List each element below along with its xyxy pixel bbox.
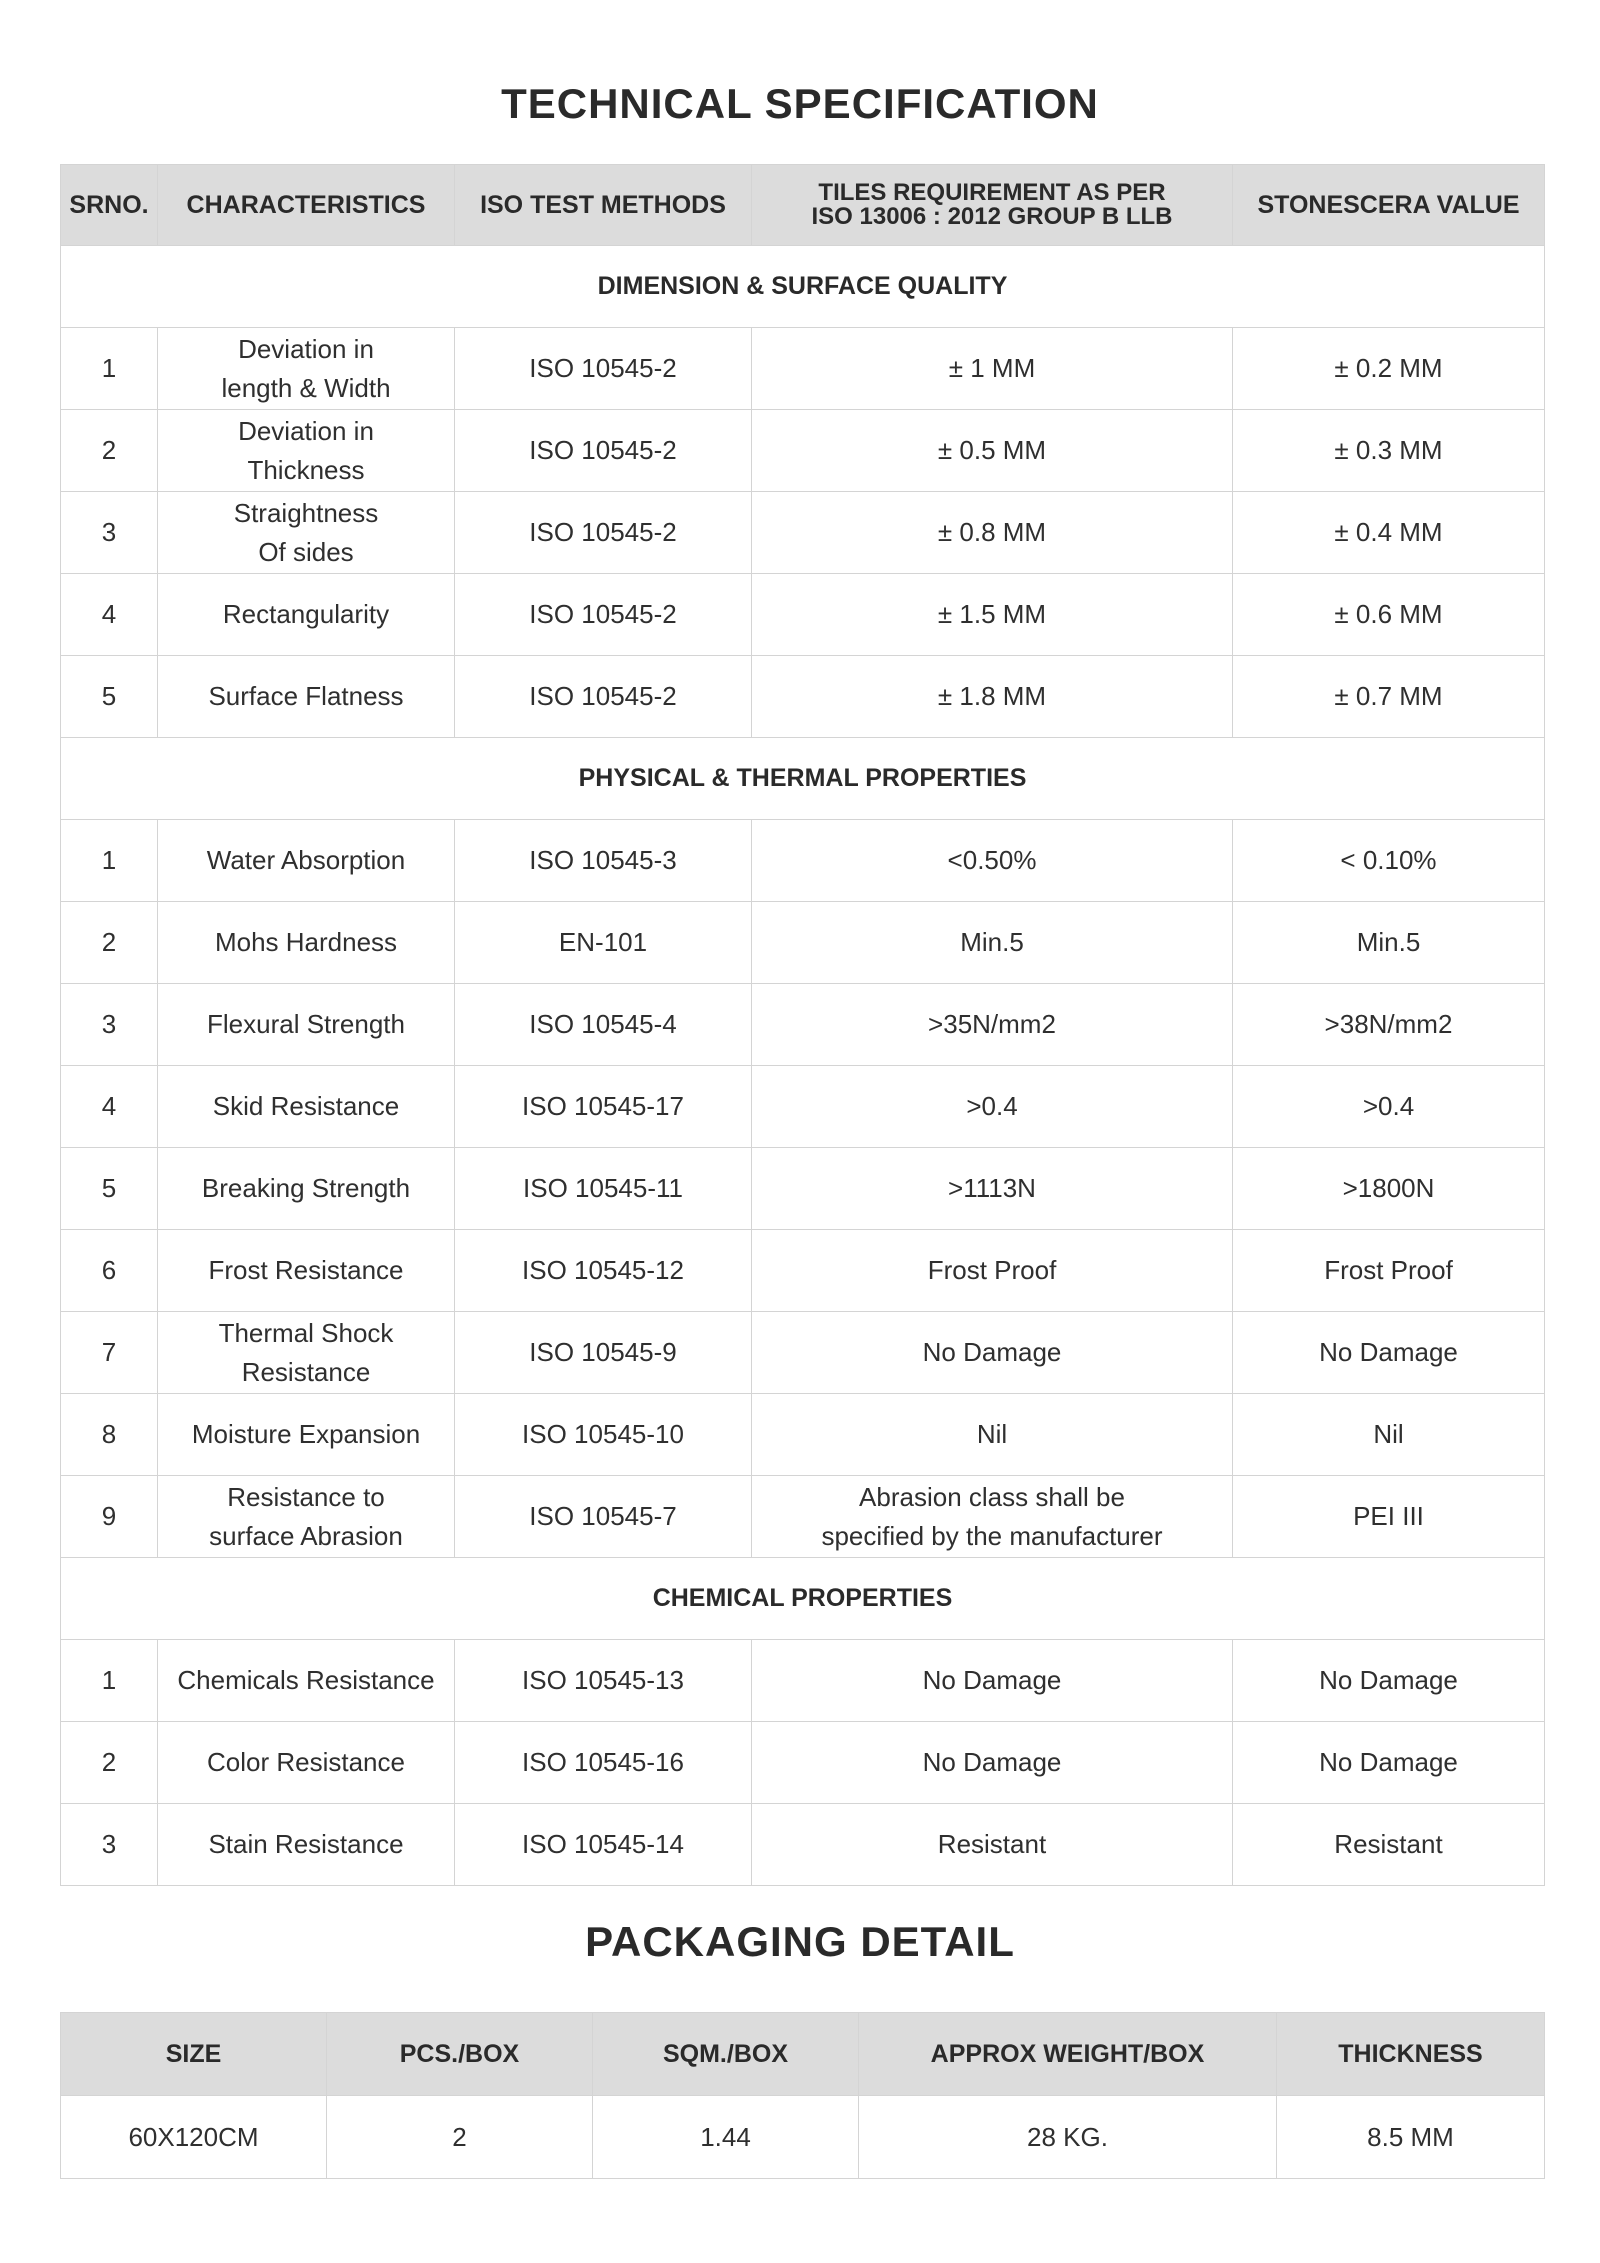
cell-characteristic xyxy=(158,1148,455,1230)
packaging-weight: 28 KG. xyxy=(859,2096,1277,2179)
table-row xyxy=(61,1312,1545,1394)
header-requirement-line1: TILES REQUIREMENT AS PER xyxy=(818,179,1166,206)
cell-requirement xyxy=(752,1066,1233,1148)
requirement-line: Frost Proof xyxy=(927,1255,1057,1285)
cell-value: ± 0.7 MM xyxy=(1233,656,1545,738)
characteristic-line: Deviation in xyxy=(238,333,374,364)
characteristic-line: Surface Flatness xyxy=(208,681,404,711)
header-methods: ISO TEST METHODS xyxy=(455,165,752,246)
cell-characteristic xyxy=(158,1640,455,1722)
cell-value: ± 0.2 MM xyxy=(1233,328,1545,410)
cell-srno: 7 xyxy=(61,1312,158,1394)
characteristic-line: Thickness xyxy=(247,454,365,485)
cell-method: ISO 10545-10 xyxy=(455,1394,752,1476)
characteristic-line: Breaking Strength xyxy=(201,1173,411,1203)
cell-srno: 8 xyxy=(61,1394,158,1476)
cell-requirement xyxy=(752,328,1233,410)
spec-body xyxy=(61,246,1545,1886)
characteristic-line: Chemicals Resistance xyxy=(177,1665,435,1695)
table-row xyxy=(61,1394,1545,1476)
cell-srno: 2 xyxy=(61,902,158,984)
packaging-header-pcs: PCS./BOX xyxy=(327,2013,593,2096)
cell-value: No Damage xyxy=(1233,1722,1545,1804)
table-row xyxy=(61,1722,1545,1804)
cell-srno: 6 xyxy=(61,1230,158,1312)
requirement-line: Nil xyxy=(976,1419,1008,1449)
cell-method: ISO 10545-2 xyxy=(455,574,752,656)
cell-requirement xyxy=(752,902,1233,984)
packaging-header-row xyxy=(61,2013,1545,2096)
cell-value: Min.5 xyxy=(1233,902,1545,984)
packaging-size: 60X120CM xyxy=(61,2096,327,2179)
cell-value: ± 0.6 MM xyxy=(1233,574,1545,656)
cell-value: >38N/mm2 xyxy=(1233,984,1545,1066)
cell-requirement xyxy=(752,492,1233,574)
cell-characteristic xyxy=(158,1804,455,1886)
cell-requirement xyxy=(752,1148,1233,1230)
requirement-line: ± 0.5 MM xyxy=(937,435,1047,465)
header-characteristics: CHARACTERISTICS xyxy=(158,165,455,246)
table-row xyxy=(61,1476,1545,1558)
requirement-line: Resistant xyxy=(937,1829,1047,1859)
cell-method: ISO 10545-17 xyxy=(455,1066,752,1148)
characteristic-line: Flexural Strength xyxy=(207,1009,405,1039)
cell-requirement xyxy=(752,410,1233,492)
cell-requirement xyxy=(752,1230,1233,1312)
cell-method: ISO 10545-13 xyxy=(455,1640,752,1722)
cell-characteristic xyxy=(158,656,455,738)
header-srno: SRNO. xyxy=(61,165,158,246)
cell-method: EN-101 xyxy=(455,902,752,984)
cell-srno: 2 xyxy=(61,1722,158,1804)
requirement-line: ± 1 MM xyxy=(948,353,1036,383)
cell-value: < 0.10% xyxy=(1233,820,1545,902)
characteristic-line: Deviation in xyxy=(238,415,374,446)
packaging-header-sqm: SQM./BOX xyxy=(593,2013,859,2096)
cell-srno: 3 xyxy=(61,1804,158,1886)
cell-srno: 9 xyxy=(61,1476,158,1558)
requirement-line: ± 1.8 MM xyxy=(937,681,1047,711)
packaging-header-weight: APPROX WEIGHT/BOX xyxy=(859,2013,1277,2096)
cell-srno: 3 xyxy=(61,984,158,1066)
requirement-line: >0.4 xyxy=(966,1091,1018,1121)
cell-srno: 4 xyxy=(61,1066,158,1148)
requirement-line: ± 1.5 MM xyxy=(937,599,1047,629)
packaging-header-size: SIZE xyxy=(61,2013,327,2096)
header-requirement-line2: ISO 13006 : 2012 GROUP B LLB xyxy=(811,203,1173,230)
spec-table xyxy=(60,164,1545,1886)
header-value: STONESCERA VALUE xyxy=(1233,165,1545,246)
characteristic-line: length & Width xyxy=(221,372,391,403)
cell-value: No Damage xyxy=(1233,1312,1545,1394)
cell-value: No Damage xyxy=(1233,1640,1545,1722)
characteristic-line: Resistance to xyxy=(227,1481,385,1512)
requirement-line: >35N/mm2 xyxy=(928,1009,1056,1039)
requirement-line: Min.5 xyxy=(960,927,1024,957)
cell-value: PEI III xyxy=(1233,1476,1545,1558)
table-row xyxy=(61,1066,1545,1148)
characteristic-line: Skid Resistance xyxy=(212,1091,400,1121)
packaging-sqm: 1.44 xyxy=(593,2096,859,2179)
cell-method: ISO 10545-16 xyxy=(455,1722,752,1804)
spec-title: TECHNICAL SPECIFICATION xyxy=(501,80,1099,127)
characteristic-line: Moisture Expansion xyxy=(191,1419,421,1449)
cell-requirement xyxy=(752,1394,1233,1476)
section-row xyxy=(61,246,1545,328)
table-row xyxy=(61,820,1545,902)
cell-characteristic xyxy=(158,1476,455,1558)
packaging-row xyxy=(61,2096,1545,2179)
requirement-line: No Damage xyxy=(922,1747,1062,1777)
section-title: DIMENSION & SURFACE QUALITY xyxy=(61,246,1545,328)
table-row xyxy=(61,656,1545,738)
cell-requirement xyxy=(752,656,1233,738)
cell-method: ISO 10545-14 xyxy=(455,1804,752,1886)
spec-header-row xyxy=(61,165,1545,246)
cell-srno: 2 xyxy=(61,410,158,492)
cell-value: Frost Proof xyxy=(1233,1230,1545,1312)
requirement-line: No Damage xyxy=(922,1665,1062,1695)
packaging-thickness: 8.5 MM xyxy=(1277,2096,1545,2179)
cell-method: ISO 10545-2 xyxy=(455,410,752,492)
cell-characteristic xyxy=(158,328,455,410)
characteristic-line: Resistance xyxy=(241,1356,371,1387)
requirement-line: No Damage xyxy=(922,1337,1062,1367)
table-row xyxy=(61,902,1545,984)
cell-characteristic xyxy=(158,410,455,492)
characteristic-line: Thermal Shock xyxy=(218,1317,394,1348)
table-row xyxy=(61,410,1545,492)
cell-method: ISO 10545-2 xyxy=(455,492,752,574)
cell-method: ISO 10545-4 xyxy=(455,984,752,1066)
packaging-pcs: 2 xyxy=(327,2096,593,2179)
cell-srno: 4 xyxy=(61,574,158,656)
cell-characteristic xyxy=(158,1312,455,1394)
cell-method: ISO 10545-2 xyxy=(455,656,752,738)
cell-requirement xyxy=(752,1722,1233,1804)
cell-srno: 1 xyxy=(61,1640,158,1722)
cell-method: ISO 10545-7 xyxy=(455,1476,752,1558)
section-row xyxy=(61,738,1545,820)
cell-requirement xyxy=(752,984,1233,1066)
characteristic-line: Straightness xyxy=(233,497,379,528)
cell-value: ± 0.3 MM xyxy=(1233,410,1545,492)
cell-method: ISO 10545-12 xyxy=(455,1230,752,1312)
characteristic-line: Frost Resistance xyxy=(208,1255,404,1285)
table-row xyxy=(61,1148,1545,1230)
characteristic-line: Of sides xyxy=(258,536,354,567)
requirement-line: Abrasion class shall be xyxy=(859,1481,1125,1512)
characteristic-line: Mohs Hardness xyxy=(214,927,398,957)
cell-srno: 5 xyxy=(61,1148,158,1230)
cell-characteristic xyxy=(158,1394,455,1476)
cell-srno: 1 xyxy=(61,820,158,902)
requirement-line: specified by the manufacturer xyxy=(821,1520,1163,1551)
table-row xyxy=(61,1804,1545,1886)
cell-characteristic xyxy=(158,1230,455,1312)
cell-requirement xyxy=(752,1640,1233,1722)
characteristic-line: surface Abrasion xyxy=(209,1520,403,1551)
cell-value: Resistant xyxy=(1233,1804,1545,1886)
packaging-table xyxy=(60,2012,1545,2179)
cell-srno: 3 xyxy=(61,492,158,574)
characteristic-line: Color Resistance xyxy=(207,1747,405,1777)
cell-characteristic xyxy=(158,574,455,656)
table-row xyxy=(61,1230,1545,1312)
cell-requirement xyxy=(752,1312,1233,1394)
section-title: CHEMICAL PROPERTIES xyxy=(61,1558,1545,1640)
table-row xyxy=(61,328,1545,410)
characteristic-line: Rectangularity xyxy=(222,599,390,629)
cell-requirement xyxy=(752,820,1233,902)
cell-method: ISO 10545-3 xyxy=(455,820,752,902)
cell-requirement xyxy=(752,1476,1233,1558)
section-title: PHYSICAL & THERMAL PROPERTIES xyxy=(61,738,1545,820)
cell-characteristic xyxy=(158,1722,455,1804)
cell-characteristic xyxy=(158,902,455,984)
characteristic-line: Stain Resistance xyxy=(208,1829,404,1859)
table-row xyxy=(61,984,1545,1066)
cell-srno: 1 xyxy=(61,328,158,410)
cell-characteristic xyxy=(158,984,455,1066)
cell-srno: 5 xyxy=(61,656,158,738)
cell-characteristic xyxy=(158,820,455,902)
cell-value: >1800N xyxy=(1233,1148,1545,1230)
cell-requirement xyxy=(752,574,1233,656)
characteristic-line: Water Absorption xyxy=(206,845,406,875)
section-row xyxy=(61,1558,1545,1640)
cell-value: ± 0.4 MM xyxy=(1233,492,1545,574)
table-row xyxy=(61,492,1545,574)
cell-value: >0.4 xyxy=(1233,1066,1545,1148)
cell-value: Nil xyxy=(1233,1394,1545,1476)
header-requirement xyxy=(752,165,1233,246)
requirement-line: ± 0.8 MM xyxy=(937,517,1047,547)
cell-method: ISO 10545-2 xyxy=(455,328,752,410)
cell-characteristic xyxy=(158,492,455,574)
table-row xyxy=(61,1640,1545,1722)
cell-method: ISO 10545-9 xyxy=(455,1312,752,1394)
cell-requirement xyxy=(752,1804,1233,1886)
packaging-title: PACKAGING DETAIL xyxy=(585,1918,1015,1965)
cell-characteristic xyxy=(158,1066,455,1148)
packaging-header-thickness: THICKNESS xyxy=(1277,2013,1545,2096)
cell-method: ISO 10545-11 xyxy=(455,1148,752,1230)
table-row xyxy=(61,574,1545,656)
requirement-line: >1113N xyxy=(948,1173,1036,1203)
requirement-line: <0.50% xyxy=(947,845,1037,875)
